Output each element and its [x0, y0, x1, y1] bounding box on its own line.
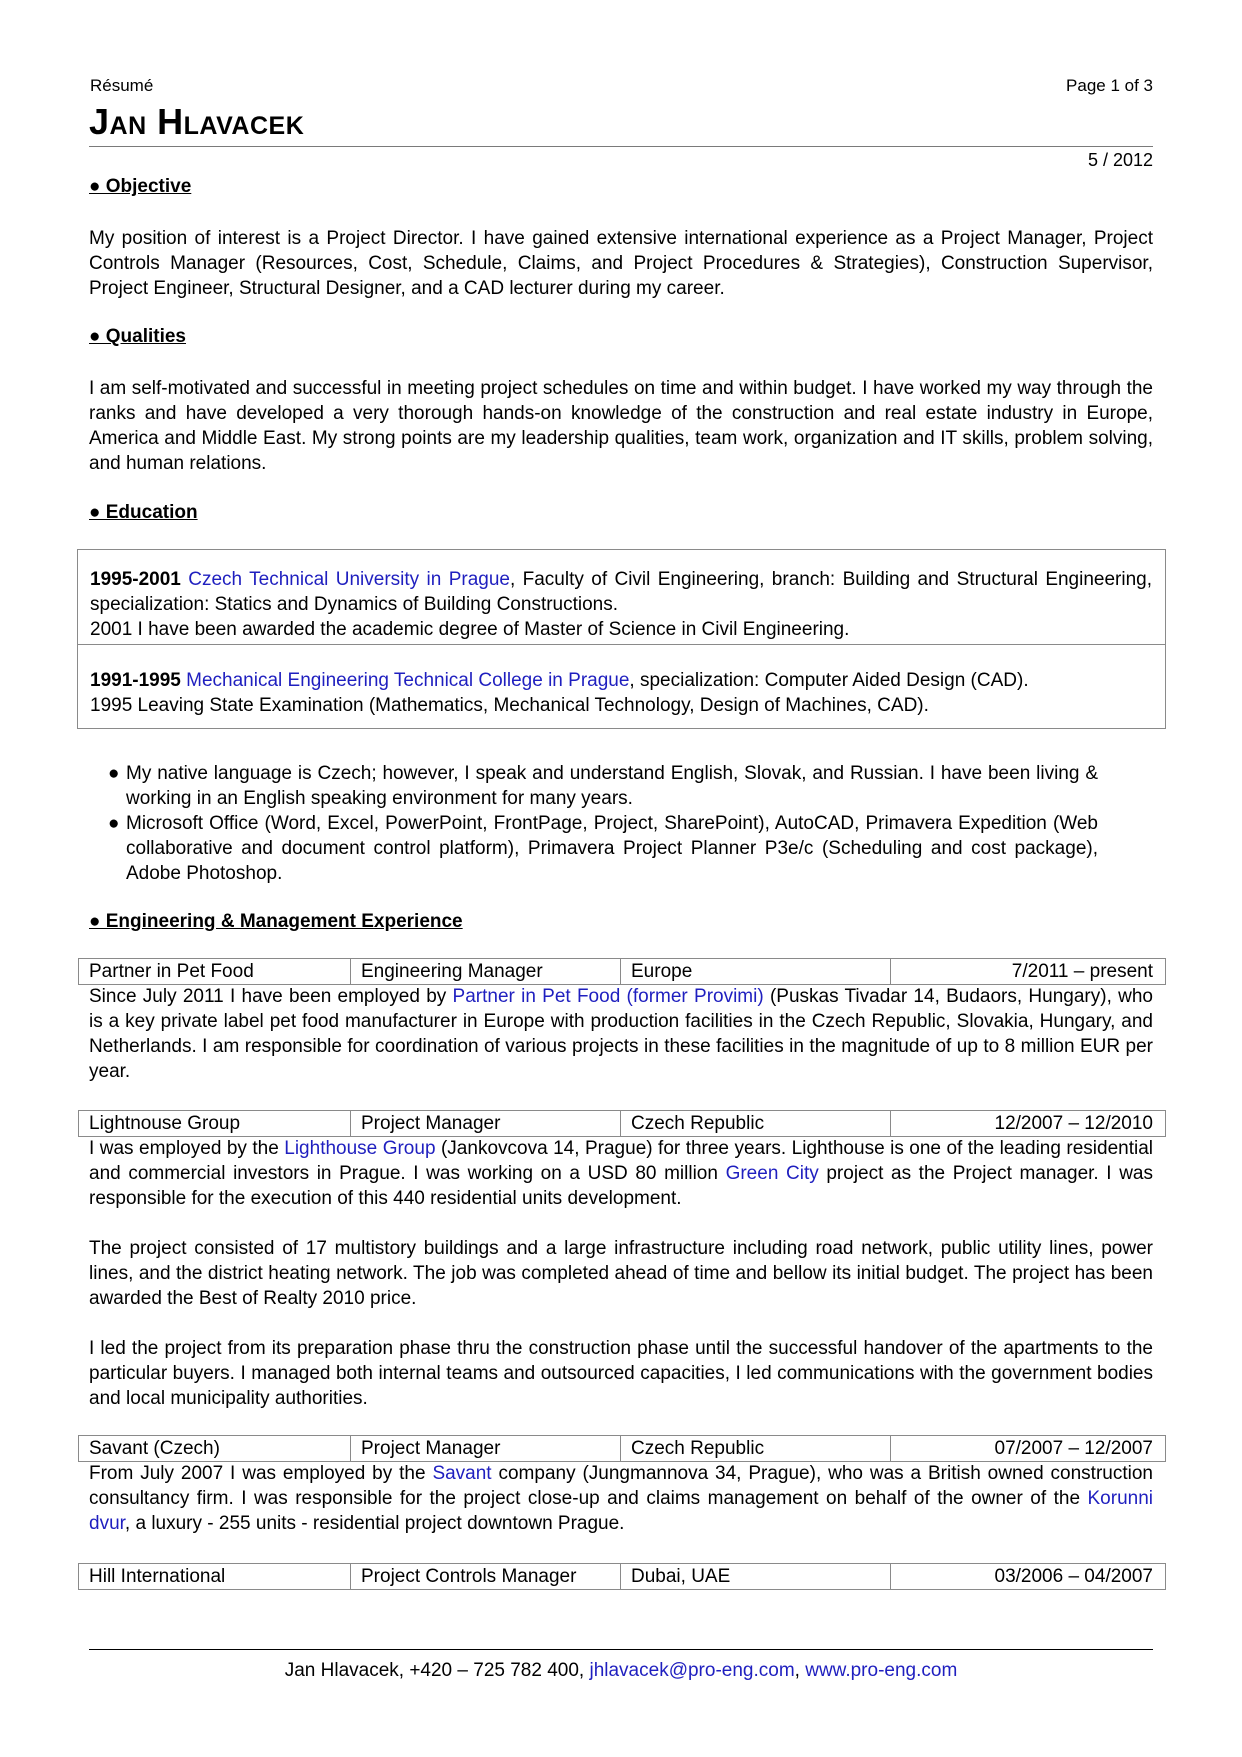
skill-bullet-languages — [108, 761, 1098, 811]
job-text: project as the Project manager. I was responsible for the execution of this 440 residential units development. — [89, 1163, 1153, 1209]
job-text: Since July 2011 I have been employed by — [89, 986, 453, 1007]
job-header-row — [78, 958, 1166, 985]
objective-text: My position of interest is a Project Director. I have gained extensive international experience as a Project Manager, Project Controls Manager (Resources, Cost, Schedule, Claims, and Project Procedures & Strategies), Construction Supervisor, Project Engineer, Structural Designer, and a CAD lecturer during my career. — [89, 228, 1153, 299]
job-role: Project Controls Manager — [351, 1564, 621, 1589]
job-location: Czech Republic — [621, 1111, 891, 1136]
qualities-text: I am self-motivated and successful in meeting project schedules on time and within budget. I have worked my way through the ranks and have developed a very thorough hands-on knowledge of the construction and real estate industry in Europe, America and Middle East. My strong points are my leadership qualities, team work, organization and IT skills, problem solving, and human relations. — [89, 378, 1153, 474]
education-degree: 1995 Leaving State Examination (Mathematics, Mechanical Technology, Design of Machines, CAD). — [90, 695, 929, 716]
job-header-row — [78, 1563, 1166, 1590]
bullet-dot: ● — [108, 763, 120, 784]
education-table — [77, 549, 1166, 729]
education-years: 1991-1995 — [90, 670, 181, 691]
education-row-divider — [78, 644, 1165, 645]
education-entry — [90, 567, 1152, 642]
education-details: , Faculty of Civil Engineering, branch: Building and Structural Engineering, specialization: Statics and Dynamics of Building Constructions. — [90, 569, 1153, 615]
website-link[interactable]: www.pro-eng.com — [805, 1660, 958, 1681]
job-text: (Jankovcova 14, Prague) for three years. Lighthouse is one of the leading residential and commercial investors in Prague. I was working on a USD 80 million — [89, 1138, 1153, 1184]
resume-date: 5 / 2012 — [1087, 150, 1153, 170]
company-link[interactable]: Partner in Pet Food (former Provimi) — [452, 986, 764, 1007]
section-title-qualities: ● Qualities — [89, 326, 187, 347]
job-text: From July 2007 I was employed by the — [89, 1463, 433, 1484]
job-company: Lightnouse Group — [79, 1111, 351, 1136]
header-divider — [89, 146, 1153, 147]
job-period: 03/2006 – 04/2007 — [994, 1566, 1153, 1587]
email-link[interactable]: jhlavacek@pro-eng.com — [589, 1660, 795, 1681]
project-link[interactable]: Green City — [725, 1163, 819, 1184]
footer-text: Jan Hlavacek, +420 – 725 782 400, — [284, 1660, 590, 1681]
bullet-text: My native language is Czech; however, I speak and understand English, Slovak, and Russian. I have been living & working in an English speaking environment for many years. — [126, 763, 1098, 809]
bullet-dot: ● — [108, 813, 120, 834]
education-degree: 2001 I have been awarded the academic degree of Master of Science in Civil Engineering. — [90, 619, 850, 640]
job-description-paragraph: The project consisted of 17 multistory buildings and a large infrastructure including road network, public utility lines, power lines, and the district heating network. The job was completed ahead of time and bellow its initial budget. The project has been awarded the Best of Realty 2010 price. — [89, 1238, 1153, 1309]
company-link[interactable]: Savant — [432, 1463, 492, 1484]
education-details: , specialization: Computer Aided Design (CAD). — [629, 670, 1029, 691]
section-title-objective: ● Objective — [89, 176, 192, 197]
job-text: (Puskas Tivadar 14, Budaors, Hungary), who is a key private label pet food manufacturer in Europe with production facilities in the Czech Republic, Slovakia, Hungary, and Netherlands. I am responsible for coordination of various projects in these facilities in the magnitude of up to 8 million EUR per year. — [89, 986, 1153, 1082]
job-location: Czech Republic — [621, 1436, 891, 1461]
project-link[interactable]: Korunni dvur — [89, 1488, 1153, 1534]
job-location: Europe — [621, 959, 891, 984]
job-period: 07/2007 – 12/2007 — [994, 1438, 1153, 1459]
education-entry — [90, 668, 1152, 718]
job-description — [89, 984, 1153, 1084]
job-text: company (Jungmannova 34, Prague), who was a British owned construction consultancy firm. I was responsible for the project close-up and claims management on behalf of the owner of the — [89, 1463, 1153, 1509]
job-header-row — [78, 1110, 1166, 1137]
section-title-experience: ● Engineering & Management Experience — [89, 911, 463, 932]
footer-contact — [0, 1660, 1242, 1682]
page-number: Page 1 of 3 — [1066, 76, 1153, 95]
bullet-text: Microsoft Office (Word, Excel, PowerPoint, FrontPage, Project, SharePoint), AutoCAD, Primavera Expedition (Web collaborative and document control platform), Primavera Project Planner P3e/c (Scheduling and cost package), Adobe Photoshop. — [126, 813, 1098, 884]
job-company: Hill International — [79, 1564, 351, 1589]
education-school-link[interactable]: Czech Technical University in Prague — [188, 569, 510, 590]
job-role: Project Manager — [351, 1436, 621, 1461]
job-role: Project Manager — [351, 1111, 621, 1136]
footer-separator: , — [794, 1660, 806, 1681]
footer-divider — [89, 1649, 1153, 1650]
job-location: Dubai, UAE — [621, 1564, 891, 1589]
company-link[interactable]: Lighthouse Group — [284, 1138, 436, 1159]
candidate-name: Jan Hlavacek — [89, 101, 305, 142]
header-resume-label: Résumé — [90, 76, 154, 95]
job-role: Engineering Manager — [351, 959, 621, 984]
job-text: , a luxury - 255 units - residential project downtown Prague. — [124, 1513, 625, 1534]
education-school-link[interactable]: Mechanical Engineering Technical College in Prague — [186, 670, 630, 691]
job-period: 12/2007 – 12/2010 — [994, 1113, 1153, 1134]
skill-bullet-software — [108, 811, 1098, 886]
job-header-row — [78, 1435, 1166, 1462]
job-description-paragraph: I led the project from its preparation phase thru the construction phase until the successful handover of the apartments to the particular buyers. I managed both internal teams and outsourced capacities, I led communications with the government bodies and local municipality authorities. — [89, 1338, 1153, 1409]
job-company: Partner in Pet Food — [79, 959, 351, 984]
job-text: I was employed by the — [89, 1138, 285, 1159]
job-period: 7/2011 – present — [1011, 961, 1153, 982]
section-title-education: ● Education — [89, 502, 198, 523]
job-description — [89, 1136, 1153, 1211]
job-description — [89, 1461, 1153, 1536]
job-company: Savant (Czech) — [79, 1436, 351, 1461]
education-years: 1995-2001 — [90, 569, 181, 590]
